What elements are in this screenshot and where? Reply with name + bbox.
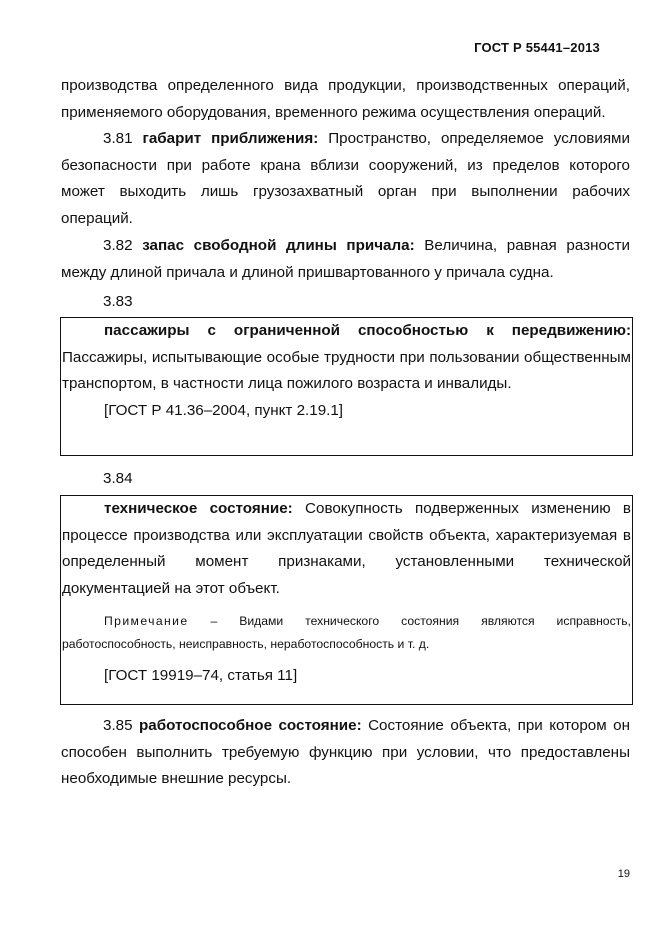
term-source: [ГОСТ 19919–74, статья 11] bbox=[104, 667, 298, 685]
note-text: – Видами технического состояния являются исправность, работоспособность, неисправность, неработоспособность и т. д. bbox=[62, 614, 631, 652]
term-3-82 bbox=[61, 233, 630, 286]
term-3-83 bbox=[62, 318, 631, 398]
term-title: техническое состояние: bbox=[104, 500, 293, 517]
term-number-3-84: 3.84 bbox=[103, 470, 133, 487]
intro-paragraph: производства определенного вида продукции, производственных операций, применяемого оборудования, временного режима осуществления операций. bbox=[61, 77, 630, 121]
term-definition: Пассажиры, испытывающие особые трудности при пользовании общественным транспортом, в частности лица пожилого возраста и инвалиды. bbox=[62, 348, 631, 393]
term-note bbox=[62, 610, 631, 656]
term-3-85 bbox=[61, 713, 630, 793]
term-title: запас свободной длины причала: bbox=[142, 237, 415, 254]
term-title: работоспособное состояние: bbox=[139, 717, 362, 734]
term-title: пассажиры с ограниченной способностью к передвижению: bbox=[104, 322, 631, 339]
term-number-3-83: 3.83 bbox=[103, 293, 133, 310]
term-title: габарит приближения: bbox=[142, 130, 319, 147]
term-number: 3.85 bbox=[103, 717, 133, 734]
term-definition: Совокупность подверженных изменению в процессе производства или эксплуатации свойств объекта, характеризуемая в определенный момент признаками, установленными технической документацией на этот объект. bbox=[62, 500, 631, 597]
page-number: 19 bbox=[617, 868, 630, 880]
document-header: ГОСТ Р 55441–2013 bbox=[474, 40, 600, 55]
term-3-81 bbox=[61, 126, 630, 232]
term-number: 3.81 bbox=[103, 130, 133, 147]
term-box-3-84 bbox=[60, 495, 633, 705]
term-box-3-83 bbox=[60, 317, 633, 456]
term-definition: Пространство, определяемое условиями безопасности при работе крана вблизи сооружений, из пределов которого может выходить лишь грузозахватный орган при выполнении рабочих операций. bbox=[61, 130, 630, 227]
term-3-84 bbox=[62, 496, 631, 602]
term-definition: Величина, равная разности между длиной причала и длиной пришвартованного у причала судна. bbox=[61, 237, 630, 281]
term-source: [ГОСТ Р 41.36–2004, пункт 2.19.1] bbox=[104, 401, 344, 419]
note-label: Примечание bbox=[104, 614, 189, 629]
term-definition: Состояние объекта, при котором он способен выполнить требуемую функцию при условии, что предоставлены необходимые внешние ресурсы. bbox=[61, 717, 630, 788]
term-number: 3.82 bbox=[103, 237, 133, 254]
